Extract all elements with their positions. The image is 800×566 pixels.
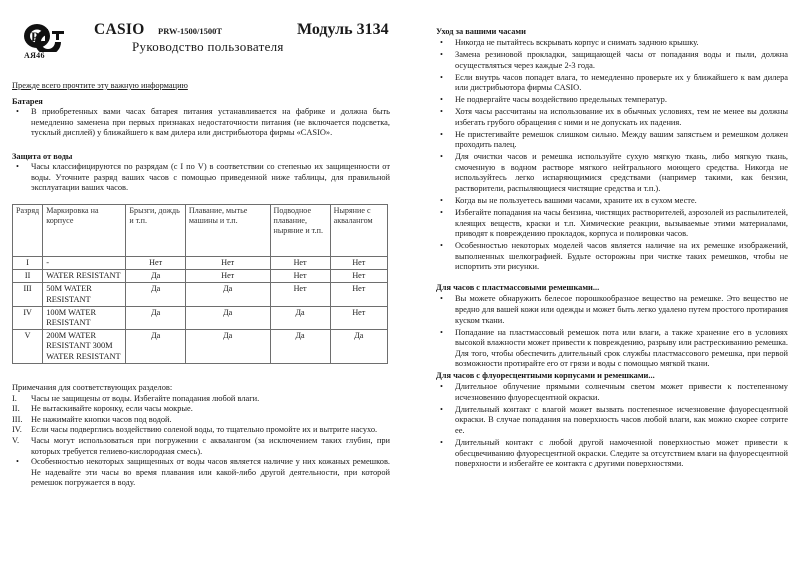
list-item: IV. Если часы подверглись воздействию соленой воды, то тщательно промойте их и вытрите насухо. <box>12 425 378 435</box>
list-item: • Часы классифицируются по разрядам (с I по V) в соответствии со степенью их защищенности от воды. Уточните разряд ваших часов с помощью приведенной ниже таблицы, для правильной эксплуатации ваших часов. <box>16 162 390 193</box>
bullet-icon: • <box>440 327 443 337</box>
list-item: II. Не вытаскивайте коронку, если часы мокрые. <box>12 404 193 414</box>
water-resistance-table <box>12 204 388 364</box>
list-item: • Для очистки часов и ремешка используйте сухую мягкую ткань, либо мягкую ткань, смоченную в водном растворе мягкого нейтрального моющего средства. Никогда не используйтесь легко испаряющимися средствами (например такими, как бензин, растворители, распыляющиеся чистящие средства и т.п.). <box>440 152 788 194</box>
water-list <box>12 162 390 194</box>
notes-section <box>12 383 390 489</box>
care-title: Уход за вашими часами <box>436 27 526 36</box>
model-number: PRW-1500/1500T <box>158 26 223 36</box>
intro-note: Прежде всего прочтите эту важную информацию <box>12 81 188 90</box>
header-grade: Разряд <box>13 205 43 257</box>
bullet-icon: • <box>16 162 19 171</box>
table-row: V 200M WATER RESISTANT 300M WATER RESISTANT Да Да Да Да <box>13 330 388 364</box>
list-item: I. Часы не защищены от воды. Избегайте попадания любой влаги. <box>12 393 260 403</box>
left-column <box>12 0 390 488</box>
water-section <box>12 152 390 194</box>
bullet-icon: • <box>440 208 443 218</box>
table-row: IV 100M WATER RESISTANT Да Да Да Нет <box>13 306 388 329</box>
bullet-icon: • <box>440 382 443 392</box>
table-row: III 50M WATER RESISTANT Да Да Нет Нет <box>13 283 388 306</box>
bullet-icon: • <box>440 129 443 139</box>
fluorescent-list <box>436 382 788 470</box>
header-splash: Брызги, дождь и т.п. <box>126 205 186 257</box>
care-list <box>436 38 788 273</box>
list-item: • Хотя часы рассчитаны на использование их в обычных условиях, тем не менее вы должны избегать грубого обращения с ними и не допускать их падения. <box>440 107 788 127</box>
header-swim: Плавание, мытье машины и т.п. <box>185 205 270 257</box>
bullet-icon: • <box>440 107 443 117</box>
plastic-list <box>436 294 788 370</box>
bullet-icon: • <box>440 95 443 105</box>
bullet-icon: • <box>16 457 19 467</box>
notes-title: Примечания для соответствующих разделов: <box>12 383 173 392</box>
fluorescent-title: Для часов с флуоресцентными корпусами и ремешками... <box>436 371 655 381</box>
list-item: • Длительное облучение прямыми солнечным светом может привести к постепенному исчезновению флуоресцентной окраски. <box>440 382 788 402</box>
notes-bullets <box>12 457 390 489</box>
svg-text:P: P <box>31 29 39 44</box>
bullet-icon: • <box>440 241 443 251</box>
bullet-icon: • <box>440 196 443 206</box>
bullet-icon: • <box>440 72 443 82</box>
list-item: • Особенностью некоторых защищенных от воды часов является наличие у них кожаных ремешков. Не надевайте эти часы во время плавания или какой-либо другой деятельности, при которой ремешок погружается в воду. <box>16 457 390 488</box>
list-item: • Если внутрь часов попадет влага, то немедленно проверьте их у ближайшего к вам дилера или дистрибьютора фирмы CASIO. <box>440 72 788 93</box>
list-item: • Не пристегивайте ремешок слишком сильно. Между вашим запястьем и ремешком должен проходить палец. <box>440 129 788 150</box>
pct-logo-icon <box>22 22 68 52</box>
brand-name: CASIO <box>94 21 145 38</box>
document-header <box>12 0 390 72</box>
notes-list <box>12 394 390 458</box>
bullet-icon: • <box>440 38 443 47</box>
list-item: • Избегайте попадания на часы бензина, чистящих растворителей, аэрозолей из распылителей, клеящих веществ, краски и т.п. Химические реакции, вызываемые этими материалами, приводят к повреждению прокладок, корпуса и полировки часов. <box>440 208 788 239</box>
list-item: • Длительный контакт с влагой может вызвать постепенное исчезновение флуоресцентной окраски. В случае попадания на поверхность часов любой влаги, как можно скорее сотрите ее. <box>440 404 788 436</box>
battery-title: Батарея <box>12 97 43 106</box>
right-column <box>436 27 788 471</box>
list-item: • Длительный контакт с любой другой намоченной поверхностью может привести к обесцвечиванию флуоресцентной окраски. Следите за отсутствием влаги на флуоресцентной поверхности и избегайте ее контакта с другими поверхностями. <box>440 438 788 469</box>
list-item: • Вы можете обнаружить белесое порошкообразное вещество на ремешке. Это вещество не вредно для вашей кожи или одежды и может быть легко удалено путем простого протирания куском ткани. <box>440 294 788 325</box>
list-item: • В приобретенных вами часах батарея питания устанавливается на фабрике и должна быть немедленно заменена при первых признаках недостаточности питания (не включается подсветка, тусклый дисплей) у ближайшего к вам дилера или дистрибьютора фирмы «CASIO». <box>16 107 390 138</box>
bullet-icon: • <box>440 438 443 448</box>
certification-code: АЯ46 <box>24 51 45 60</box>
guide-title: Руководство пользователя <box>132 39 284 54</box>
list-item: • Замена резиновой прокладки, защищающей часы от попадания воды и пыли, должна осуществляться через каждые 2-3 года. <box>440 49 788 70</box>
table-row: I - Нет Нет Нет Нет <box>13 257 388 270</box>
plastic-title: Для часов с пластмассовыми ремешками... <box>436 283 600 293</box>
table-row: II WATER RESISTANT Да Нет Нет Нет <box>13 270 388 283</box>
module-number: Модуль 3134 <box>297 21 389 38</box>
list-item: • Не подвергайте часы воздействию предельных температур. <box>440 95 667 105</box>
header-scuba: Ныряние с аквалангом <box>330 205 387 257</box>
header-marking: Маркировка на корпусе <box>43 205 126 257</box>
bullet-icon: • <box>16 107 19 116</box>
bullet-icon: • <box>440 294 443 304</box>
bullet-icon: • <box>440 49 443 59</box>
battery-section <box>12 97 390 139</box>
header-underwater: Подводное плавание, ныряние и т.п. <box>270 205 330 257</box>
list-item: • Попадание на пластмассовый ремешок пота или влаги, а также хранение его в условиях высокой влажности может привести к повреждению, разрыву или растрескиванию ремешка. Для того, чтобы обеспечить длительный срок службы пластмассового ремешка, при первой возможности протирайте его от грязи и воды с помощью мягкой ткани. <box>440 327 788 369</box>
list-item: • Никогда не пытайтесь вскрывать корпус и снимать заднюю крышку. <box>440 38 699 47</box>
water-title: Защита от воды <box>12 152 73 161</box>
list-item: • Когда вы не пользуетесь вашими часами, храните их в сухом месте. <box>440 196 697 206</box>
list-item: • Особенностью некоторых моделей часов является наличие на их ремешке изображений, выполненных шелкографией. Будьте осторожны при чистке таких ремешков, чтобы не испортить эти рисунки. <box>440 241 788 272</box>
battery-list <box>12 107 390 139</box>
list-item: III. Не нажимайте кнопки часов под водой. <box>12 414 172 424</box>
list-item: V. Часы могут использоваться при погружении с аквалангом (за исключением таких глубин, при которых требуется гелиево-кислородная смесь). <box>12 435 390 456</box>
bullet-icon: • <box>440 152 443 162</box>
bullet-icon: • <box>440 404 443 414</box>
table-header-row <box>13 205 388 257</box>
